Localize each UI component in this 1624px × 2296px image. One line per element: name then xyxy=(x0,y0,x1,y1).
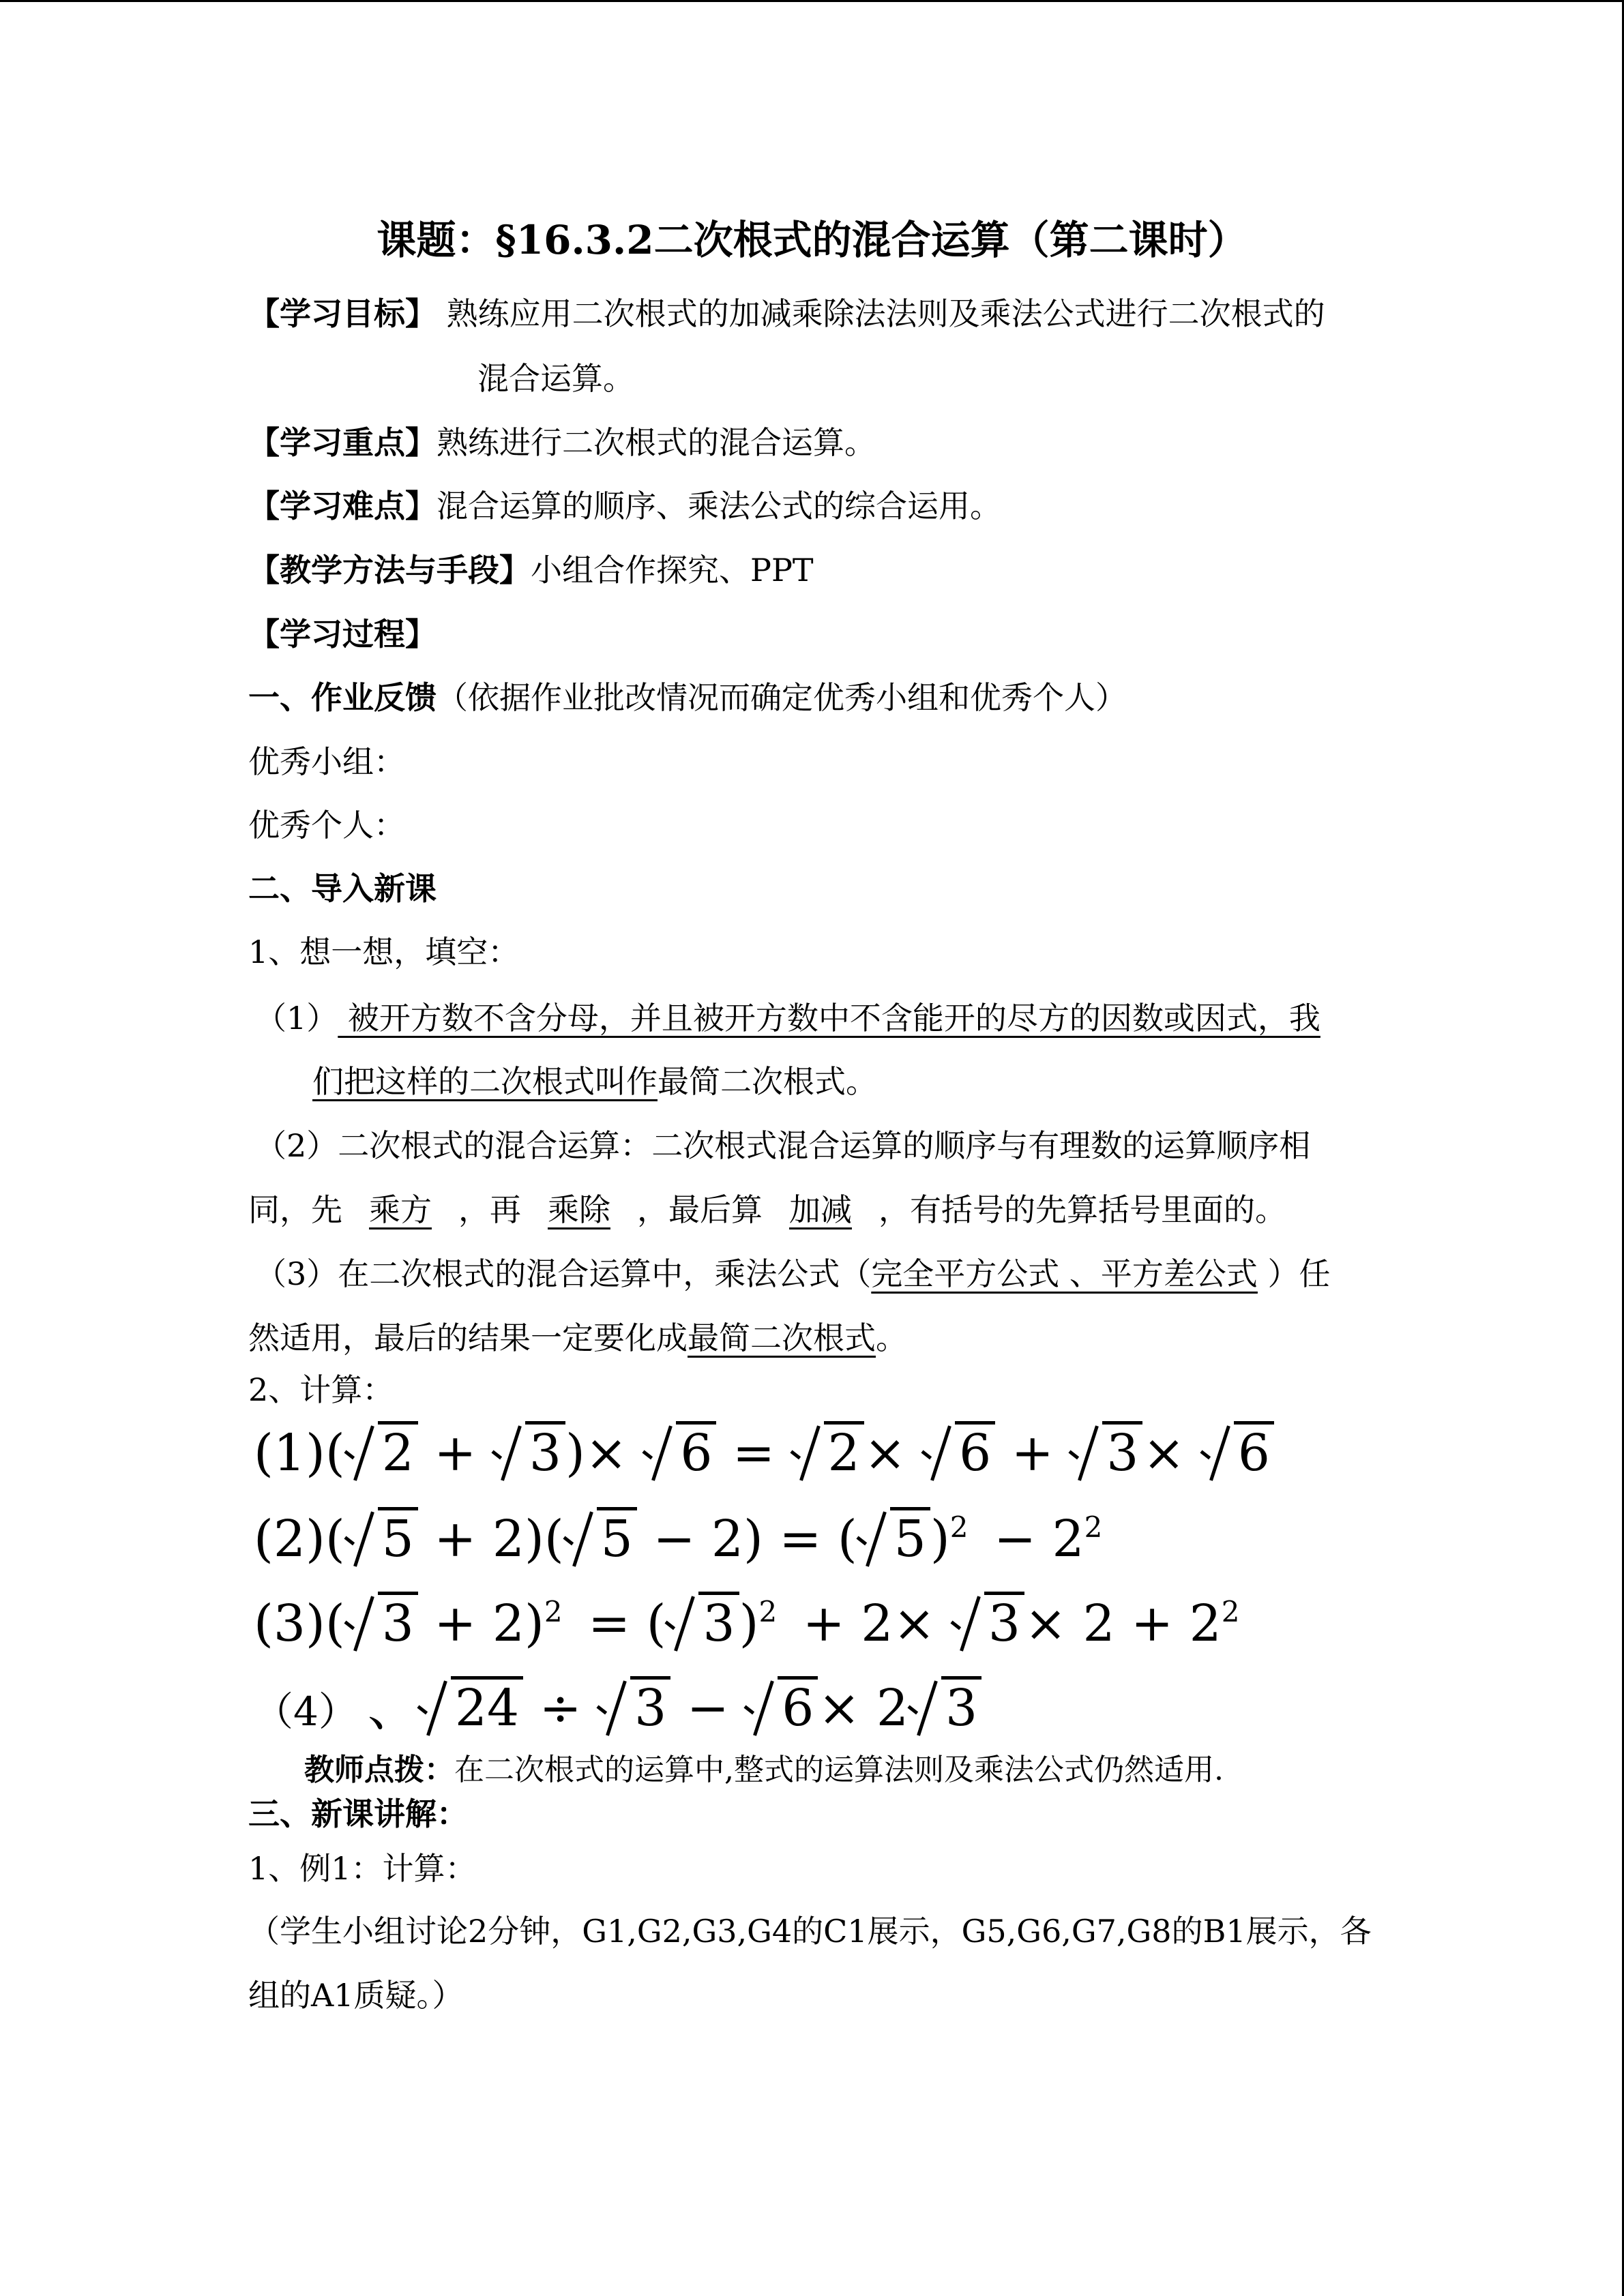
math-3-label: (3) xyxy=(254,1594,325,1653)
sqrt-symbol xyxy=(418,1673,523,1741)
radicand: 3 xyxy=(630,1676,670,1737)
discussion-note-line1: （学生小组讨论2分钟，G1,G2,G3,G4的C1展示，G5,G6,G7,G8的B1展示，各 xyxy=(248,1913,1372,1950)
item3-text-a: （3）在二次根式的混合运算中，乘法公式（ xyxy=(255,1255,872,1292)
constant: 2 xyxy=(711,1510,743,1568)
radicand: 2 xyxy=(378,1421,418,1482)
math-expression-2: (2)( 5 + 2)( 5 − 2) = ( $5)^2 - 2^2$ xyxy=(254,1504,1102,1572)
sqrt-symbol xyxy=(492,1418,565,1486)
sqrt-symbol xyxy=(643,1418,716,1486)
coefficient: 2 xyxy=(876,1679,909,1738)
sqrt-symbol xyxy=(1201,1418,1274,1486)
radicand: 5 xyxy=(890,1507,930,1568)
method-line xyxy=(248,550,814,591)
radicand: 6 xyxy=(955,1421,995,1482)
sqrt-symbol xyxy=(666,1589,739,1656)
radicand: 3 xyxy=(698,1592,739,1652)
sqrt-symbol xyxy=(857,1504,930,1572)
constant: 2 xyxy=(492,1510,525,1568)
process-label: 【学习过程】 xyxy=(248,616,437,653)
item2-line2 xyxy=(248,1189,1286,1230)
sqrt-symbol xyxy=(345,1504,418,1572)
math-1-label: (1) xyxy=(254,1424,325,1482)
focus-line xyxy=(248,422,876,463)
math-expression-1: (1)( 2 + 3)× 6 = 2× 6 + 3× 6 xyxy=(254,1418,1274,1486)
focus-label: 【学习重点】 xyxy=(248,424,437,461)
section1-note: （依据作业批改情况而确定优秀小组和优秀个人） xyxy=(437,679,1127,716)
excellent-individual: 优秀个人： xyxy=(248,807,405,844)
radicand: 5 xyxy=(597,1507,637,1568)
focus-text: 熟练进行二次根式的混合运算。 xyxy=(437,424,876,461)
teacher-tip-label: 教师点拨： xyxy=(304,1753,454,1787)
constant: 2 xyxy=(1189,1594,1222,1653)
sqrt-symbol xyxy=(345,1589,418,1656)
example-1-heading: 1、例1：计算： xyxy=(248,1850,477,1887)
item3-line2-blank: 最简二次根式 xyxy=(688,1320,876,1356)
item2-text-b: ，再 xyxy=(458,1191,521,1228)
math-expression-3: (3)( 3 + 2)$^2$ = ( $3)^2 + 2\times 3\times 2 + 2^2$ xyxy=(254,1589,1239,1656)
q2-heading: 2、计算： xyxy=(248,1371,394,1408)
teacher-tip-text: 在二次根式的运算中,整式的运算法则及乘法公式仍然适用. xyxy=(454,1753,1224,1787)
exponent: 2 xyxy=(1084,1510,1103,1544)
item2-blank-2: 乘除 xyxy=(548,1191,610,1228)
item3-line1 xyxy=(255,1253,1331,1294)
item1-line2 xyxy=(312,1061,877,1102)
goal-text-cont: 混合运算。 xyxy=(477,360,634,397)
item1-underlined-text: 被开方数不含分母，并且被开方数中不含能开的尽方的因数或因式，我 xyxy=(338,1000,1320,1037)
item3-blank: 完全平方公式 、平方差公式 xyxy=(871,1255,1258,1292)
excellent-group: 优秀小组： xyxy=(248,743,405,780)
teacher-tip xyxy=(304,1750,1224,1791)
q1-heading: 1、想一想，填空： xyxy=(248,934,520,970)
goal-label: 【学习目标】 xyxy=(248,295,437,332)
sqrt-symbol xyxy=(909,1673,981,1741)
method-text: 小组合作探究、PPT xyxy=(531,552,814,588)
constant: 2 xyxy=(492,1594,525,1653)
constant: 2 xyxy=(1082,1594,1115,1653)
method-label: 【教学方法与手段】 xyxy=(248,552,531,588)
section1-heading: 一、作业反馈 xyxy=(248,679,437,716)
exponent: 2 xyxy=(949,1510,969,1544)
radicand: 3 xyxy=(984,1592,1024,1652)
radicand: 6 xyxy=(778,1676,818,1737)
lesson-title: 课题：§16.3.2二次根式的混合运算（第二课时） xyxy=(377,217,1247,263)
exponent: 2 xyxy=(544,1595,563,1628)
item3-line2-text-b: 。 xyxy=(876,1320,907,1356)
radicand: 5 xyxy=(378,1507,418,1568)
item3-line2 xyxy=(248,1317,907,1358)
goal-text: 熟练应用二次根式的加减乘除法法则及乘法公式进行二次根式的 xyxy=(446,295,1325,332)
item1-line1 xyxy=(255,998,1320,1039)
item2-blank-1: 乘方 xyxy=(369,1191,432,1228)
sqrt-symbol xyxy=(922,1418,995,1486)
sqrt-symbol xyxy=(745,1673,818,1741)
section1-line xyxy=(248,677,1127,718)
item1-prefix: （1） xyxy=(255,1000,338,1037)
item2-text-a: 同，先 xyxy=(248,1191,342,1228)
section2-heading: 二、导入新课 xyxy=(248,870,437,907)
exponent: 2 xyxy=(1221,1595,1240,1628)
difficulty-label: 【学习难点】 xyxy=(248,488,437,524)
item1-underlined-text-cont: 们把这样的二次根式叫作 xyxy=(312,1063,658,1100)
sqrt-symbol xyxy=(597,1673,670,1741)
radicand: 24 xyxy=(451,1676,523,1737)
sqrt-symbol xyxy=(564,1504,637,1572)
discussion-note-line2: 组的A1质疑。） xyxy=(248,1977,464,2014)
item2-text-c: ，最后算 xyxy=(637,1191,763,1228)
sqrt-symbol xyxy=(1069,1418,1142,1486)
page-top-border xyxy=(0,0,1624,2)
goal-line xyxy=(248,293,1325,334)
radicand: 6 xyxy=(1234,1421,1274,1482)
math-expression-4: （4） 、 24 ÷ 3 − 6× 2 3 xyxy=(254,1673,981,1744)
radicand: 6 xyxy=(676,1421,716,1482)
item3-line2-text-a: 然适用，最后的结果一定要化成 xyxy=(248,1320,688,1356)
radicand: 3 xyxy=(941,1676,981,1737)
constant: 2 xyxy=(1052,1510,1084,1568)
sqrt-symbol xyxy=(345,1418,418,1486)
item2-text-d: ，有括号的先算括号里面的。 xyxy=(879,1191,1286,1228)
radicand: 3 xyxy=(1102,1421,1142,1482)
math-4-label: （4） xyxy=(254,1688,358,1735)
section3-heading: 三、新课讲解： xyxy=(248,1795,468,1832)
item2-blank-3: 加减 xyxy=(789,1191,852,1228)
sqrt-symbol xyxy=(951,1589,1024,1656)
sqrt-symbol xyxy=(791,1418,864,1486)
item1-tail: 最简二次根式。 xyxy=(658,1063,877,1100)
radicand: 3 xyxy=(525,1421,565,1482)
radicand: 3 xyxy=(378,1592,418,1652)
difficulty-line xyxy=(248,486,1001,526)
radicand: 2 xyxy=(824,1421,864,1482)
item2-line1: （2）二次根式的混合运算：二次根式混合运算的顺序与有理数的运算顺序相 xyxy=(255,1127,1311,1164)
item3-text-b: ）任 xyxy=(1257,1255,1331,1292)
constant: 2 xyxy=(861,1594,894,1653)
math-2-label: (2) xyxy=(254,1510,325,1568)
exponent: 2 xyxy=(758,1595,778,1628)
difficulty-text: 混合运算的顺序、乘法公式的综合运用。 xyxy=(437,488,1001,524)
